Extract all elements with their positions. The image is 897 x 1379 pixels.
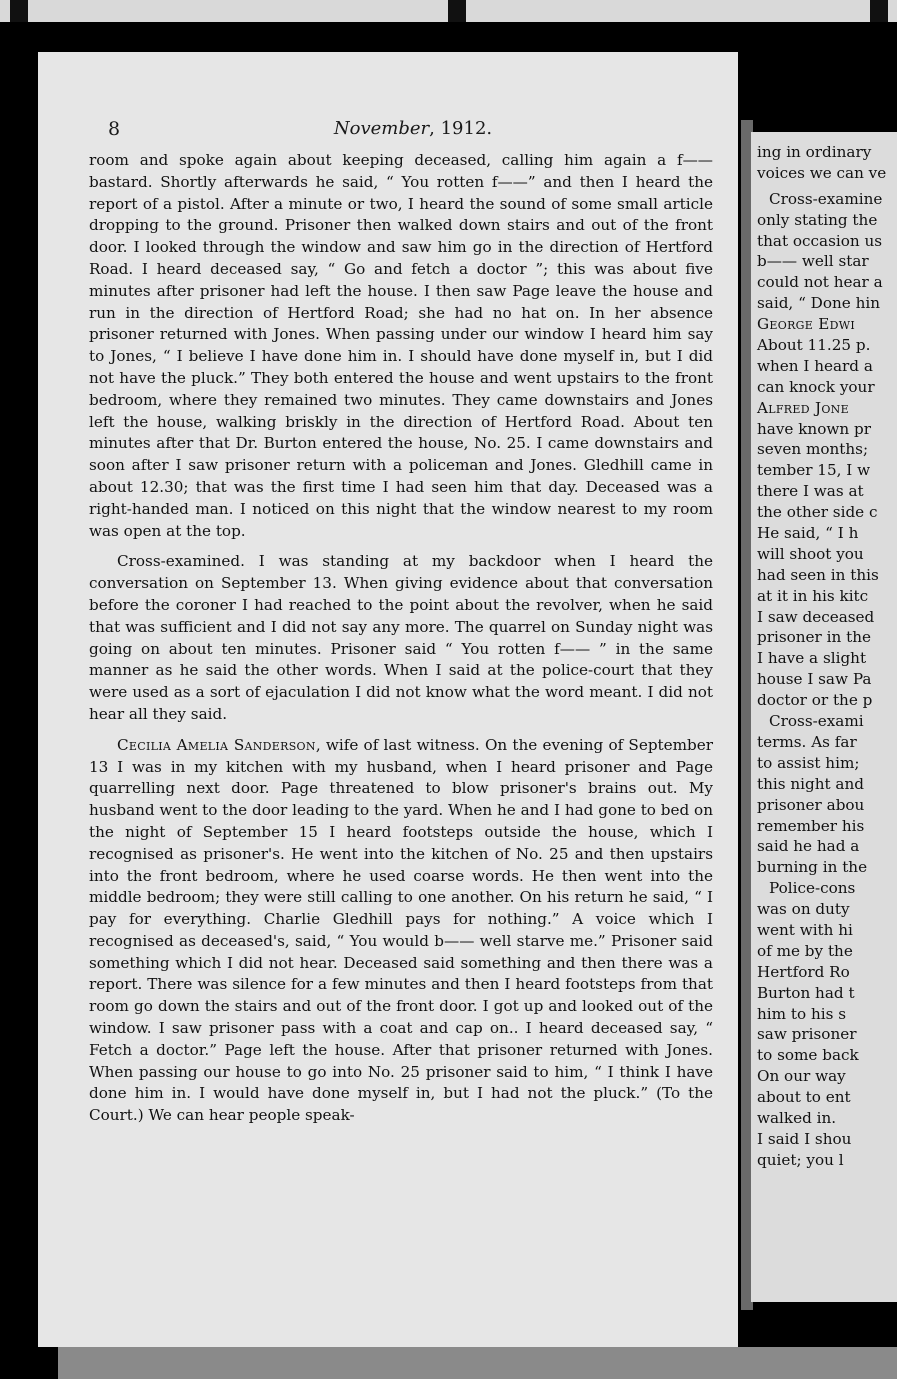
right-column-line: can knock your xyxy=(757,377,875,396)
right-column-line: had seen in this xyxy=(757,565,879,584)
page-header xyxy=(108,118,718,140)
right-column-line: to assist him; xyxy=(757,753,860,772)
right-column-line: to some back xyxy=(757,1046,859,1065)
right-column-line: I have a slight xyxy=(757,649,867,668)
film-bottom-strip xyxy=(58,1347,897,1379)
right-column-line: only stating the xyxy=(757,210,878,229)
right-column-line: remember his xyxy=(757,816,865,835)
witness-name: Cecilia Amelia Sanderson xyxy=(117,735,316,754)
right-column-line: saw prisoner xyxy=(757,1025,857,1044)
right-column-line: George Edwi xyxy=(757,315,855,334)
right-column-line: prisoner in the xyxy=(757,628,871,647)
right-column-line: doctor or the p xyxy=(757,691,873,710)
right-page-text-column xyxy=(757,142,897,1171)
right-column-line: said he had a xyxy=(757,837,860,856)
film-edge-mark xyxy=(448,0,466,22)
right-column-line: On our way xyxy=(757,1067,846,1086)
witness-testimony: , wife of last witness. On the evening of September 13 I was in my kitchen with my husband, when I heard prisoner and Page quarrelling next door. Page threatened to blow prisoner's brains out. My husband went to the door leading to the yard. When he and I had gone to bed on the night of September 15 I heard footsteps outside the house, which I recognised as prisoner's. He went into the kitchen of No. 25 and then upstairs into the front bedroom, where he used coarse words. He then went into the middle bedroom; they were still calling to one another. On his return he said, “ I pay for everything. Charlie Gledhill pays for nothing.” A voice which I recognised as deceased's, said, “ You would b—— well starve me.” Prisoner said something which I did not hear. Deceased said something and then there was a report. There was silence for a few minutes and then I heard footsteps from that room go down the stairs and out of the front door. I got up and looked out of the window. I saw prisoner pass with a coat and cap on.. I heard deceased say, “ Fetch a doctor.” Page left the house. After that prisoner returned with Jones. When passing our house to go into No. 25 prisoner said to him, “ I think I have done him in. I would have done myself in, but I had not the pluck.” (To the Court.) We can hear people speak- xyxy=(89,735,714,1125)
right-column-line: burning in the xyxy=(757,858,868,877)
right-column-line: him to his s xyxy=(757,1004,846,1023)
right-column-line: Police-cons xyxy=(769,879,856,898)
paragraph-testimony-continued: room and spoke again about keeping deceased, calling him again a f—— bastard. Shortly afterwards he said, “ You rotten f——” and then I heard the report of a pistol. After a minute or two, I heard the sound of some small article dropping to the ground. Prisoner then walked down stairs and out of the front door. I looked through the window and saw him go in the direction of Hertford Road. I heard deceased say, “ Go and fetch a doctor ”; this was about five minutes after prisoner had left the house. I then saw Page leave the house and run in the direction of Hertford Road; she had no hat on. In her absence prisoner returned with Jones. When passing under our window I heard him say to Jones, “ I believe I have done him in. I should have done myself in, but I did not have the pluck.” They both entered the house and went upstairs to the front bedroom, where they remained two minutes. They came downstairs and Jones left the house, walking briskly in the direction of Hertford Road. About ten minutes after that Dr. Burton entered the house, No. 25. I came downstairs and soon after I saw prisoner return with a policeman and Jones. Gledhill came in about 12.30; that was the first time I had seen him that day. Deceased was a right-handed man. I noticed on this night that the window nearest to my room was open at the top. xyxy=(89,151,713,540)
right-column-line: walked in. xyxy=(757,1108,837,1127)
paragraph-cross-examined: Cross-examined. I was standing at my backdoor when I heard the conversation on September 13. When giving evidence about that conversation before the coroner I had reached to the point about the revolver, when he said that was sufficient and I did not say any more. The quarrel on Sunday night was going on about ten minutes. Prisoner said “ You rotten f—— ” in the same manner as he said the other words. When I said at the police-court that they were used as a sort of ejaculation I did not know what the word meant. I did not hear all they said. xyxy=(89,552,713,723)
right-column-line: I saw deceased xyxy=(757,607,875,626)
right-column-line: Cross-examine xyxy=(769,189,883,208)
right-column-line: at it in his kitc xyxy=(757,586,869,605)
right-column-line: will shoot you xyxy=(757,544,864,563)
right-column-line: terms. As far xyxy=(757,732,857,751)
right-column-line: ing in ordinary xyxy=(757,143,872,161)
right-column-line: said, “ Done hin xyxy=(757,294,881,313)
right-column-line: that occasion us xyxy=(757,231,883,250)
right-column-line: seven months; xyxy=(757,440,869,459)
film-top-strip xyxy=(0,0,897,22)
right-column-line: b—— well star xyxy=(757,252,869,271)
right-column-line: the other side c xyxy=(757,503,878,522)
right-column-line: Burton had t xyxy=(757,983,855,1002)
main-text-column xyxy=(89,150,713,1127)
right-column-line: house I saw Pa xyxy=(757,670,872,689)
right-column-line: tember 15, I w xyxy=(757,461,871,480)
right-column-line: quiet; you l xyxy=(757,1150,844,1169)
right-column-line: voices we can ve xyxy=(757,163,887,182)
page-number: 8 xyxy=(108,118,121,140)
right-column-line: was on duty xyxy=(757,900,850,919)
paragraph-witness-sanderson xyxy=(89,735,713,1127)
running-head-month: November xyxy=(333,118,430,139)
right-column-line: About 11.25 p. xyxy=(757,336,871,355)
right-column-line: went with hi xyxy=(757,920,853,939)
right-column-line: Alfred Jone xyxy=(757,398,849,417)
right-column-line: Cross-exami xyxy=(769,712,864,731)
right-column-line: when I heard a xyxy=(757,356,873,375)
right-column-line: could not hear a xyxy=(757,273,883,292)
right-column-line: about to ent xyxy=(757,1088,851,1107)
right-column-line: Hertford Ro xyxy=(757,962,850,981)
right-column-line: I said I shou xyxy=(757,1129,852,1148)
running-head-year: , 1912. xyxy=(429,118,493,139)
running-head xyxy=(108,118,718,139)
right-column-line: prisoner abou xyxy=(757,795,865,814)
right-column-line: He said, “ I h xyxy=(757,524,859,543)
film-edge-mark xyxy=(870,0,888,22)
right-column-line: of me by the xyxy=(757,941,853,960)
right-column-line: there I was at xyxy=(757,482,864,501)
film-edge-mark xyxy=(10,0,28,22)
right-column-line: this night and xyxy=(757,774,864,793)
right-column-line: have known pr xyxy=(757,419,871,438)
